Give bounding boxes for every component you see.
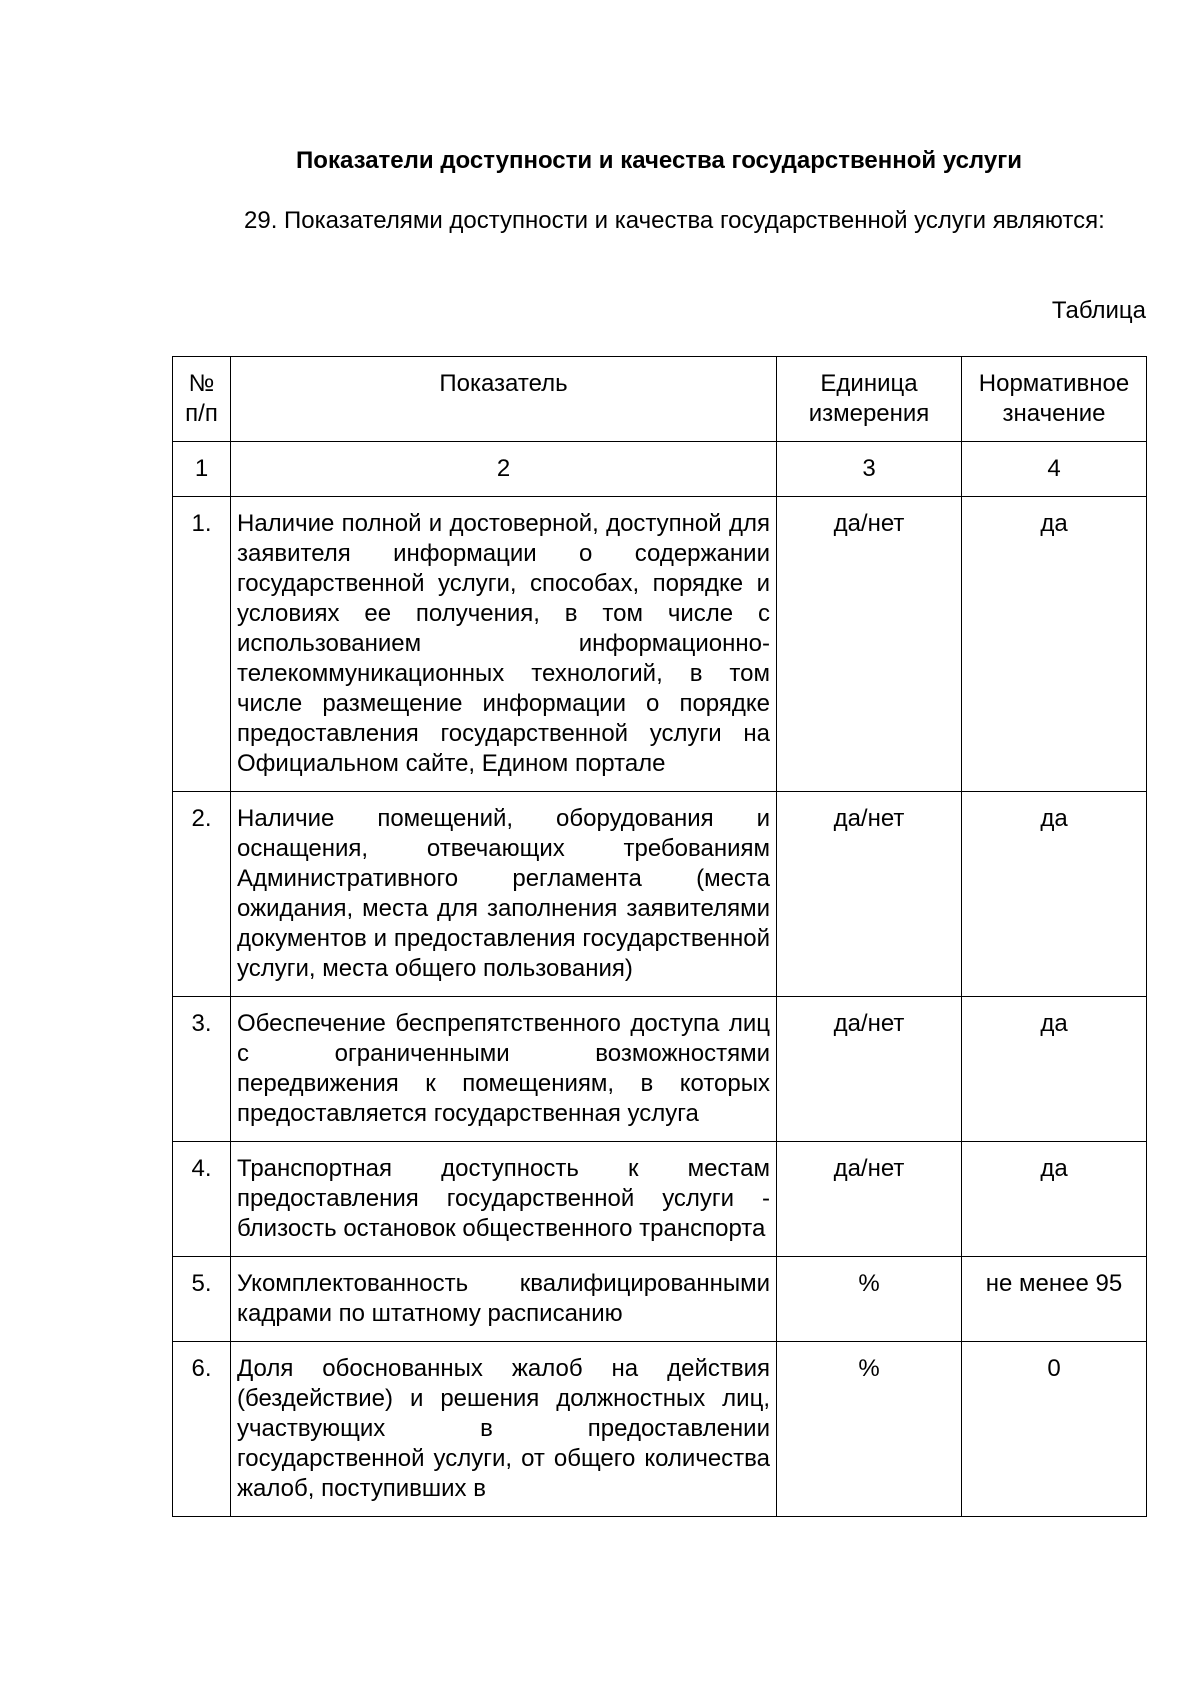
row-norm: не менее 95: [962, 1257, 1147, 1342]
table-row: [173, 1142, 1147, 1257]
table-row: [173, 792, 1147, 997]
column-number-row: [173, 442, 1147, 497]
row-unit: %: [777, 1342, 962, 1517]
row-norm: да: [962, 997, 1147, 1142]
row-norm: да: [962, 497, 1147, 792]
row-indicator: Обеспечение беспрепятственного доступа лиц с ограниченными возможностями передвижения к помещениям, в которых предоставляется государственная услуга: [231, 997, 777, 1142]
row-unit: да/нет: [777, 997, 962, 1142]
header-unit: Единица измерения: [777, 357, 962, 442]
table-caption: Таблица: [1051, 297, 1146, 324]
row-unit: %: [777, 1257, 962, 1342]
header-norm: Нормативное значение: [962, 357, 1147, 442]
row-number: 1.: [173, 497, 231, 792]
row-norm: 0: [962, 1342, 1147, 1517]
column-number: 4: [962, 442, 1147, 497]
table-row: [173, 497, 1147, 792]
column-number: 2: [231, 442, 777, 497]
row-number: 4.: [173, 1142, 231, 1257]
intro-paragraph: 29. Показателями доступности и качества государственной услуги являются:: [244, 207, 1105, 234]
row-number: 3.: [173, 997, 231, 1142]
row-indicator: Транспортная доступность к местам предоставления государственной услуги - близость остановок общественного транспорта: [231, 1142, 777, 1257]
table-row: [173, 1342, 1147, 1517]
row-unit: да/нет: [777, 1142, 962, 1257]
table-row: [173, 997, 1147, 1142]
column-number: 1: [173, 442, 231, 497]
table-header-row: [173, 357, 1147, 442]
row-number: 5.: [173, 1257, 231, 1342]
row-unit: да/нет: [777, 497, 962, 792]
row-number: 2.: [173, 792, 231, 997]
row-unit: да/нет: [777, 792, 962, 997]
row-indicator: Наличие помещений, оборудования и оснащения, отвечающих требованиям Административного регламента (места ожидания, места для заполнения заявителями документов и предоставления государственной услуги, места общего пользования): [231, 792, 777, 997]
row-indicator: Укомплектованность квалифицированными кадрами по штатному расписанию: [231, 1257, 777, 1342]
header-indicator: Показатель: [231, 357, 777, 442]
row-indicator: Доля обоснованных жалоб на действия (бездействие) и решения должностных лиц, участвующих в предоставлении государственной услуги, от общего количества жалоб, поступивших в: [231, 1342, 777, 1517]
row-norm: да: [962, 792, 1147, 997]
column-number: 3: [777, 442, 962, 497]
row-number: 6.: [173, 1342, 231, 1517]
header-num: № п/п: [173, 357, 231, 442]
row-norm: да: [962, 1142, 1147, 1257]
table-row: [173, 1257, 1147, 1342]
indicators-table: [172, 356, 1147, 1517]
section-heading: Показатели доступности и качества государственной услуги: [296, 147, 1022, 174]
row-indicator: Наличие полной и достоверной, доступной для заявителя информации о содержании государственной услуги, способах, порядке и условиях ее получения, в том числе с использованием информационно-телекоммуникационных технологий, в том числе размещение информации о порядке предоставления государственной услуги на Официальном сайте, Едином портале: [231, 497, 777, 792]
